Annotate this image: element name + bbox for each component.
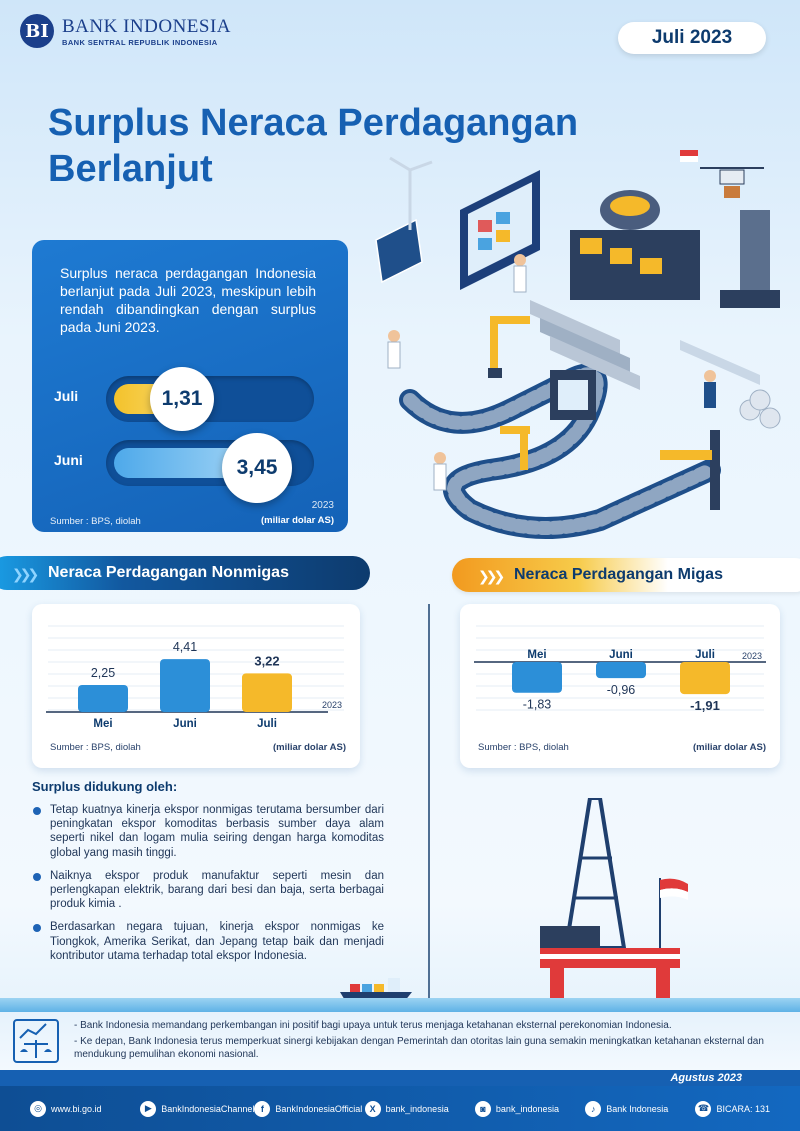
bicara-icon: ☎ — [695, 1101, 711, 1117]
sea-band — [0, 998, 800, 1012]
facebook-icon: f — [254, 1101, 270, 1117]
footer-date: Agustus 2023 — [670, 1072, 742, 1084]
chart-data-label: 2,25 — [90, 666, 116, 680]
balance-chart-icon — [10, 1016, 62, 1066]
globe-icon: ◎ — [30, 1101, 46, 1117]
nonmigas-chart — [32, 604, 360, 739]
migas-chart-card — [460, 604, 780, 768]
summary-unit: (miliar dolar AS) — [260, 515, 334, 526]
indonesia-flag-icon — [660, 878, 688, 948]
chart-year-label: 2023 — [742, 651, 763, 661]
brand-subtitle: BANK SENTRAL REPUBLIK INDONESIA — [62, 37, 218, 47]
pipes-icon — [680, 340, 780, 428]
chart-year-label: 2023 — [322, 700, 343, 710]
chart-bar — [78, 685, 128, 712]
chart-data-label: -1,91 — [690, 698, 720, 714]
factory-illustration — [370, 140, 790, 550]
summary-text: Surplus neraca perdagangan Indonesia berlanjut pada Juli 2023, meskipun lebih rendah dibandingkan dengan surplus pada Juni 2023. — [60, 265, 316, 335]
worker-icon — [388, 330, 400, 368]
chart-category-label: Juni — [609, 649, 633, 661]
chevrons-icon: ❯❯❯ — [12, 566, 36, 582]
support-item: Berdasarkan negara tujuan, kinerja ekspor nonmigas ke Tiongkok, Amerika Serikat, dan Jepang tetap baik dan menjadi kontributor utama terhadap total ekspor Indonesia. — [32, 920, 384, 963]
nonmigas-banner — [0, 556, 370, 590]
social-link-label: bank_indonesia — [495, 1103, 559, 1114]
worker-icon — [704, 370, 716, 408]
dashboard-panel-icon — [460, 170, 540, 290]
social-link-label: BICARA: 131 — [716, 1103, 771, 1114]
summary-row-juni — [32, 440, 348, 500]
social-link-youtube[interactable] — [140, 1101, 254, 1117]
title-line-2: Berlanjut — [48, 148, 213, 190]
chart-data-label: -1,83 — [522, 697, 552, 712]
footer-date-bar — [0, 1070, 800, 1086]
chart-data-label: -0,96 — [606, 683, 636, 698]
support-title: Surplus didukung oleh: — [32, 779, 178, 794]
bi-logo-icon: BI — [20, 14, 54, 48]
chart-bar — [596, 662, 646, 678]
robot-arm-icon — [488, 316, 530, 378]
youtube-icon: ▶ — [140, 1101, 156, 1117]
chart-unit: (miliar dolar AS) — [692, 742, 766, 753]
chart-bar — [680, 662, 730, 694]
note-item: - Bank Indonesia memandang perkembangan ini positif bagi upaya untuk terus menjaga ketahanan eksternal perekonomian Indonesia. — [74, 1020, 672, 1031]
footer-social-bar — [0, 1086, 800, 1131]
x-icon: X — [365, 1101, 381, 1117]
note-item: - Ke depan, Bank Indonesia terus memperkuat sinergi kebijakan dengan Pemerintah dan otoritas lain guna semakin meningkatkan ketahanan eksternal dan mendukung pemulihan ekonomi nasional. — [74, 1036, 764, 1060]
drill-machine-icon — [720, 210, 780, 308]
summary-source: Sumber : BPS, diolah — [50, 516, 141, 527]
chart-source: Sumber : BPS, diolah — [478, 742, 569, 753]
notes-section — [0, 1012, 800, 1070]
nonmigas-banner-title: Neraca Perdagangan Nonmigas — [48, 564, 289, 581]
migas-banner-title: Neraca Perdagangan Migas — [514, 566, 723, 583]
social-link-website[interactable] — [30, 1101, 140, 1117]
chart-data-label: 3,22 — [254, 653, 280, 669]
chevrons-icon: ❯❯❯ — [478, 568, 502, 584]
machine-unit-icon — [550, 370, 596, 420]
chart-bar — [160, 659, 210, 712]
chart-data-label: 4,41 — [172, 640, 198, 655]
migas-banner — [452, 558, 800, 592]
chart-category-label: Juli — [695, 649, 715, 661]
bank-indonesia-logo[interactable] — [20, 14, 231, 48]
derrick-icon — [566, 798, 624, 948]
summary-row-juli — [32, 376, 348, 436]
worker-icon — [434, 452, 446, 490]
brand-name: BANK INDONESIA — [62, 15, 232, 37]
nonmigas-chart-card — [32, 604, 360, 768]
social-link-label: www.bi.go.id — [51, 1103, 102, 1114]
chart-bar — [512, 662, 562, 693]
summary-value-circle: 3,45 — [222, 433, 292, 503]
summary-value-circle: 1,31 — [150, 367, 214, 431]
chart-category-label: Mei — [527, 649, 547, 661]
chart-source: Sumber : BPS, diolah — [50, 742, 141, 753]
social-link-x[interactable] — [365, 1101, 475, 1117]
social-link-facebook[interactable] — [254, 1101, 364, 1117]
summary-year: 2023 — [311, 500, 334, 511]
summary-row-label: Juni — [54, 452, 83, 468]
social-link-bicara[interactable] — [695, 1101, 770, 1117]
solar-panel-icon — [376, 220, 422, 282]
summary-card — [32, 240, 348, 532]
tiktok-icon: ♪ — [585, 1101, 601, 1117]
smelter-icon — [570, 190, 700, 300]
chart-category-label: Juni — [173, 718, 197, 730]
social-link-label: BankIndonesiaChannel — [161, 1103, 255, 1114]
support-list — [32, 803, 384, 972]
chart-category-label: Juli — [257, 718, 277, 730]
oil-rig-illustration — [520, 798, 700, 1008]
instagram-icon: ◙ — [475, 1101, 491, 1117]
social-link-label: bank_indonesia — [385, 1103, 449, 1114]
drone-icon — [680, 150, 764, 198]
chart-category-label: Mei — [93, 718, 113, 730]
title-line-1: Surplus Neraca Perdagangan — [48, 102, 579, 144]
support-item: Tetap kuatnya kinerja ekspor nonmigas terutama bersumber dari peningkatan ekspor komoditas berbasis sumber daya alam seperti nikel dan logam mulia seiring dengan harga komoditas global yang masih tinggi. — [32, 803, 384, 860]
social-link-instagram[interactable] — [475, 1101, 585, 1117]
social-link-label: Bank Indonesia — [606, 1103, 669, 1114]
support-item: Naiknya ekspor produk manufaktur seperti mesin dan perlengkapan elektrik, barang dari besi dan baja, serta berbagai produk kimia . — [32, 869, 384, 912]
worker-icon — [514, 254, 526, 292]
social-link-label: BankIndonesiaOfficial — [275, 1103, 363, 1114]
period-badge: Juli 2023 — [618, 22, 766, 54]
social-link-tiktok[interactable] — [585, 1101, 695, 1117]
section-divider — [428, 604, 430, 1000]
migas-chart — [460, 604, 780, 739]
summary-row-label: Juli — [54, 388, 79, 404]
chart-bar — [242, 673, 292, 712]
chart-unit: (miliar dolar AS) — [272, 742, 346, 753]
